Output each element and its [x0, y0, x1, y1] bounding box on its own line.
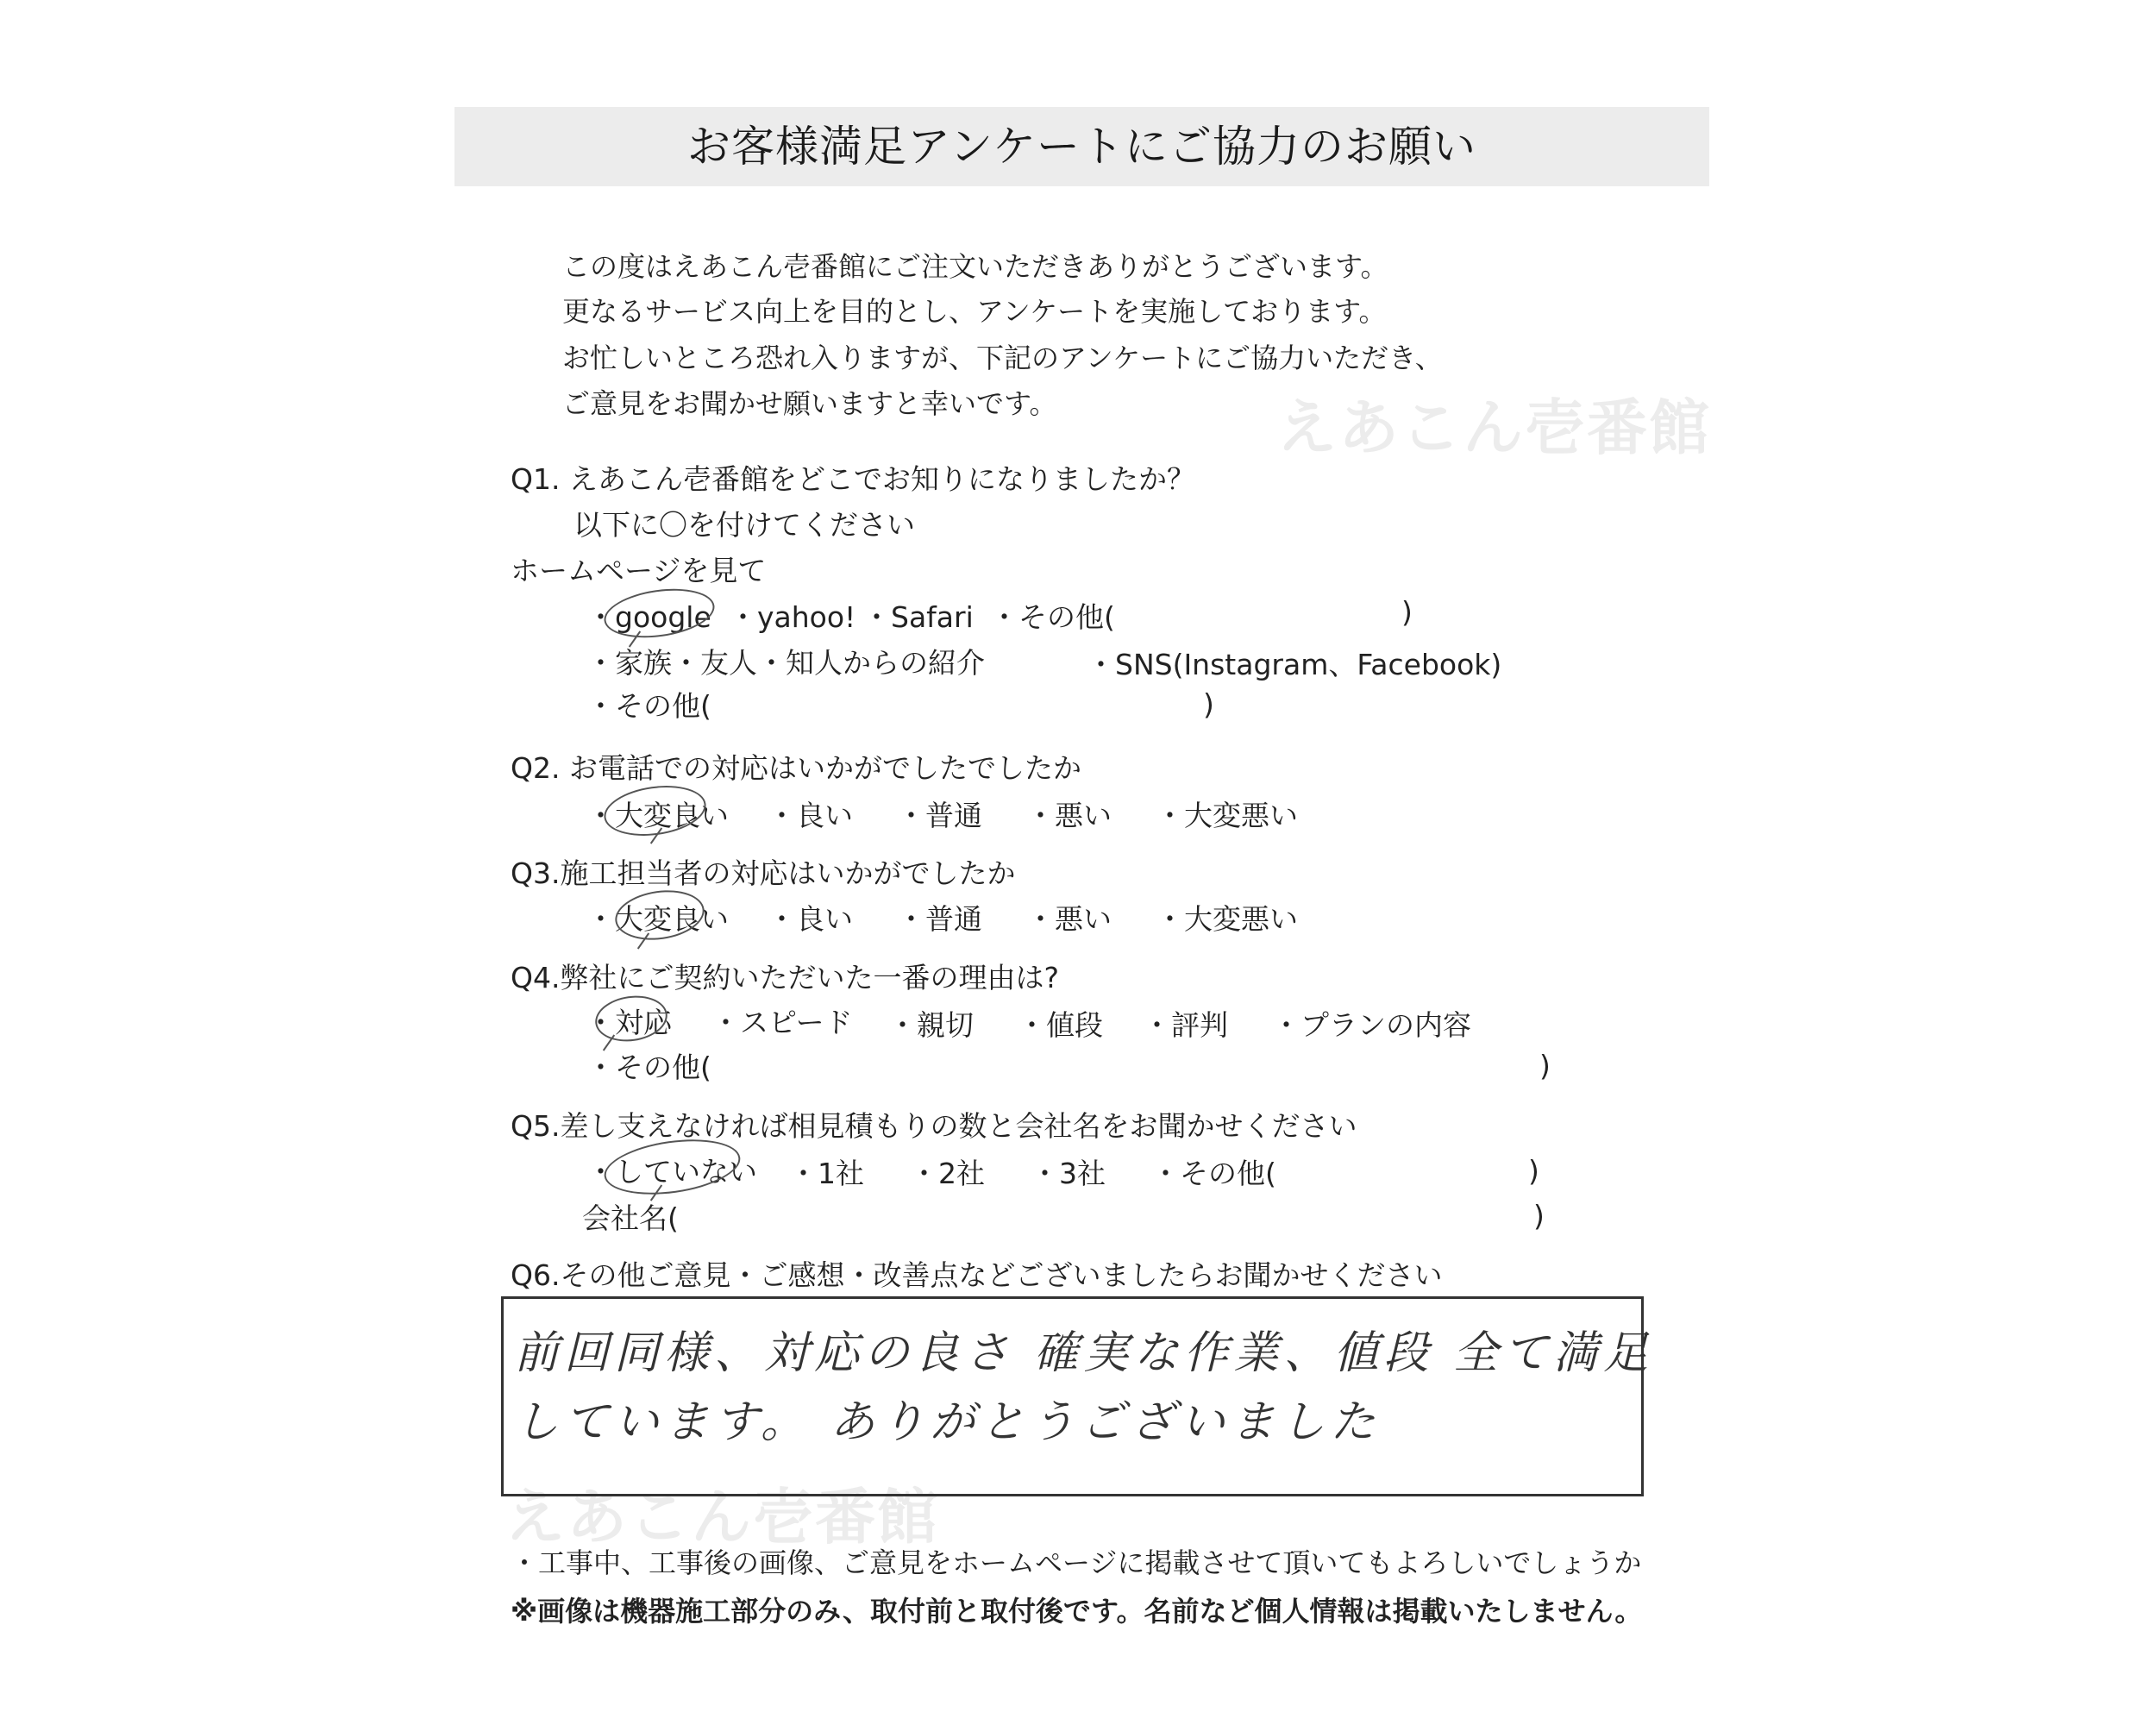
q1-group-homepage: ホームページを見て [511, 554, 767, 587]
q4-option-price[interactable]: ・値段 [1018, 1008, 1103, 1042]
q4-question: Q4.弊社にご契約いただいた一番の理由は? [511, 961, 1059, 994]
q1-option-other-homepage-close: ) [1401, 595, 1413, 629]
q4-option-response[interactable]: ・対応 [586, 1006, 672, 1039]
q4-option-other-close: ) [1539, 1049, 1551, 1082]
q1-option-yahoo[interactable]: ・yahoo! [729, 600, 856, 634]
q5-option-2-companies[interactable]: ・2社 [910, 1157, 985, 1190]
q1-option-other-homepage[interactable]: ・その他( [990, 600, 1115, 634]
q2-option-very-good[interactable]: ・大変良い [586, 799, 729, 832]
q5-option-1-company[interactable]: ・1社 [789, 1157, 864, 1190]
q4-option-other[interactable]: ・その他( [586, 1051, 711, 1084]
q1-option-sns[interactable]: ・SNS(Instagram、Facebook) [1087, 648, 1502, 681]
watermark-logo-bottom: えあこん壱番館 [505, 1482, 939, 1552]
intro-line-3: お忙しいところ恐れ入りますが、下記のアンケートにご協力いただき、 [562, 342, 1443, 374]
intro-line-2: 更なるサービス向上を目的とし、アンケートを実施しております。 [562, 295, 1387, 328]
q5-option-none[interactable]: ・していない [586, 1155, 757, 1189]
q4-option-reputation[interactable]: ・評判 [1143, 1008, 1228, 1042]
q1-option-referral[interactable]: ・家族・友人・知人からの紹介 [586, 646, 985, 680]
q3-option-very-good[interactable]: ・大変良い [586, 902, 729, 936]
q1-option-other[interactable]: ・その他( [586, 689, 711, 723]
q1-question: Q1. えあこん壱番館をどこでお知りになりましたか？ [511, 462, 1195, 496]
comment-handwritten-line-1: 前回同様、対応の良さ 確実な作業、値段 全て満足 [514, 1327, 1654, 1379]
q5-option-other-close: ) [1528, 1154, 1539, 1188]
q3-question: Q3.施工担当者の対応はいかがでしたか [511, 856, 1016, 890]
q2-option-bad[interactable]: ・悪い [1026, 799, 1112, 832]
comment-box[interactable] [501, 1296, 1654, 1496]
q2-question: Q2. お電話での対応はいかがでしたでしたか [511, 751, 1081, 785]
q2-option-good[interactable]: ・良い [768, 799, 853, 832]
title-bar [454, 107, 1709, 186]
q5-option-other[interactable]: ・その他( [1151, 1157, 1276, 1190]
watermark-logo-top: えあこん壱番館 [1276, 392, 1711, 463]
q5-question: Q5.差し支えなければ相見積もりの数と会社名をお聞かせください [511, 1109, 1357, 1143]
q1-option-google[interactable]: ・google [586, 600, 711, 634]
page-title: お客様満足アンケートにご協力のお願い [687, 122, 1476, 172]
q1-option-safari[interactable]: ・Safari [862, 600, 974, 634]
q4-option-speed[interactable]: ・スピード [711, 1006, 853, 1039]
q4-option-kindness[interactable]: ・親切 [888, 1008, 974, 1042]
comment-handwritten-line-2: しています。 ありがとうございました [514, 1396, 1381, 1448]
intro-line-1: この度はえあこん壱番館にご注文いただきありがとうございます。 [562, 250, 1388, 283]
q3-option-very-bad[interactable]: ・大変悪い [1156, 902, 1298, 936]
q2-option-normal[interactable]: ・普通 [897, 799, 982, 832]
q3-option-normal[interactable]: ・普通 [897, 902, 982, 936]
intro-line-4: ご意見をお聞かせ願いますと幸いです。 [562, 387, 1057, 420]
q2-option-very-bad[interactable]: ・大変悪い [1156, 799, 1298, 832]
q1-option-other-close: ) [1203, 687, 1214, 721]
q5-company-name-label: 会社名( [582, 1201, 679, 1235]
footer-consent-question: ・工事中、工事後の画像、ご意見をホームページに掲載させて頂いてもよろしいでしょうか [511, 1546, 1642, 1579]
q1-instruction: 以下に〇を付けてください [573, 508, 915, 542]
q3-option-bad[interactable]: ・悪い [1026, 902, 1112, 936]
q4-option-plan[interactable]: ・プランの内容 [1272, 1008, 1471, 1042]
footer-note: ※画像は機器施工部分のみ、取付前と取付後です。名前など個人情報は掲載いたしません。 [511, 1595, 1643, 1628]
q6-question: Q6.その他ご意見・ご感想・改善点などございましたらお聞かせください [511, 1258, 1443, 1292]
q5-company-name-close: ) [1533, 1199, 1545, 1233]
q5-option-3-companies[interactable]: ・3社 [1031, 1157, 1106, 1190]
q3-option-good[interactable]: ・良い [768, 902, 853, 936]
